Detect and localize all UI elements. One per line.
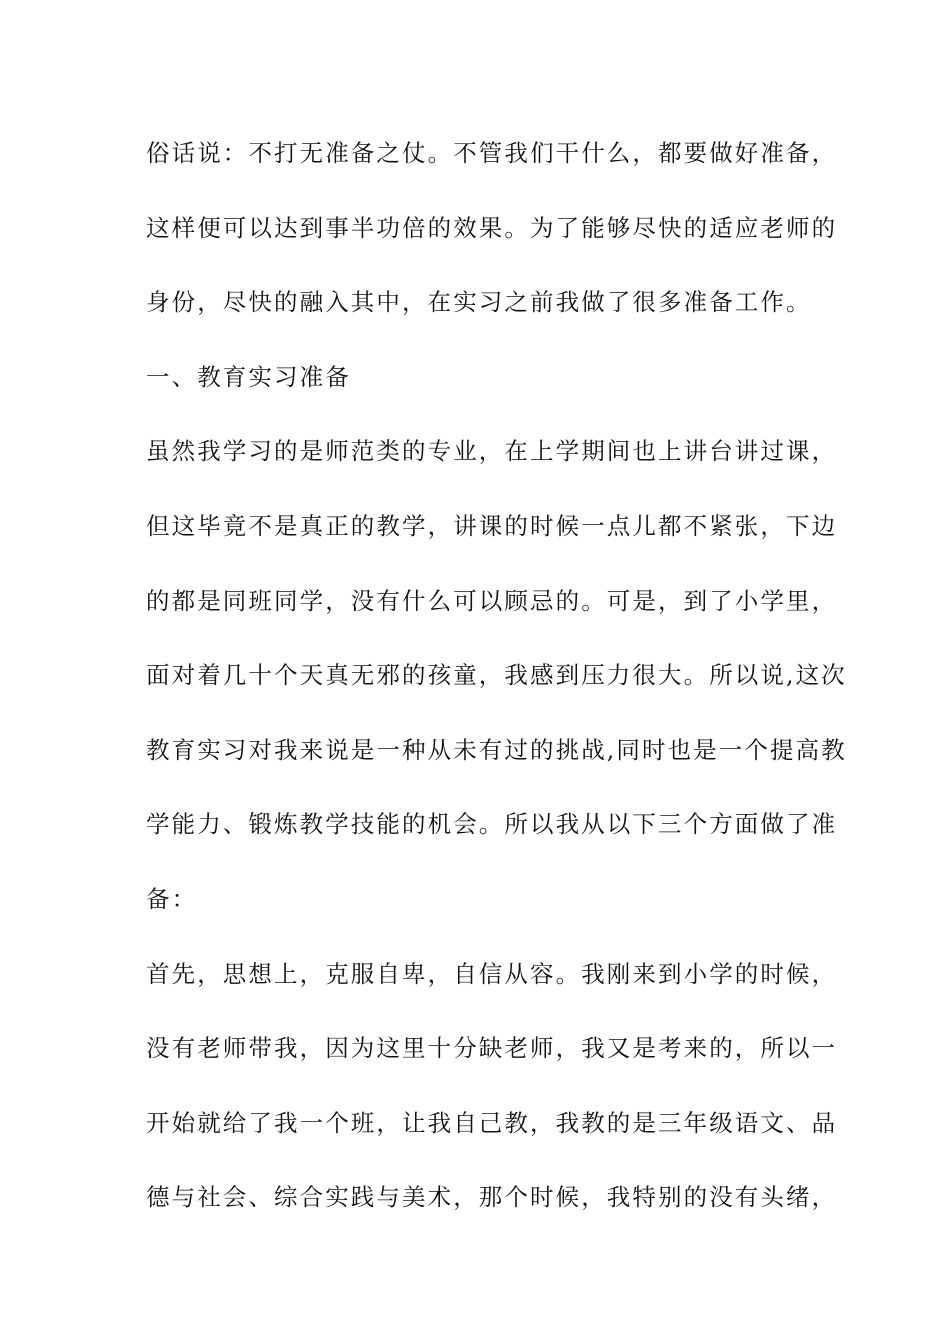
document-body: [146, 133, 847, 1252]
text-line: 面对着几十个天真无邪的孩童，我感到压力很大。所以说,这次: [146, 661, 847, 690]
text-line: 开始就给了我一个班，让我自己教，我教的是三年级语文、品: [146, 1108, 838, 1137]
text-line: 但这毕竟不是真正的教学，讲课的时候一点儿都不紧张，下边: [146, 511, 838, 540]
section-heading: 一、教育实习准备: [146, 362, 351, 391]
text-line: 俗话说：不打无准备之仗。不管我们干什么，都要做好准备，: [146, 139, 838, 167]
text-line: 德与社会、综合实践与美术，那个时候，我特别的没有头绪，: [146, 1183, 838, 1212]
text-line: 的都是同班同学，没有什么可以顾忌的。可是，到了小学里，: [146, 586, 838, 615]
text-line: 虽然我学习的是师范类的专业，在上学期间也上讲台讲过课，: [146, 437, 838, 466]
text-line: 没有老师带我，因为这里十分缺老师，我又是考来的，所以一: [146, 1034, 838, 1063]
text-line: 备：: [146, 884, 198, 913]
text-line: 首先，思想上，克服自卑，自信从容。我刚来到小学的时候，: [146, 959, 838, 988]
text-line: 教育实习对我来说是一种从未有过的挑战,同时也是一个提高教: [146, 735, 847, 764]
text-line: 学能力、锻炼教学技能的机会。所以我从以下三个方面做了准: [146, 810, 838, 839]
text-line: 这样便可以达到事半功倍的效果。为了能够尽快的适应老师的: [146, 213, 838, 242]
text-line: 身份，尽快的融入其中，在实习之前我做了很多准备工作。: [146, 288, 812, 317]
